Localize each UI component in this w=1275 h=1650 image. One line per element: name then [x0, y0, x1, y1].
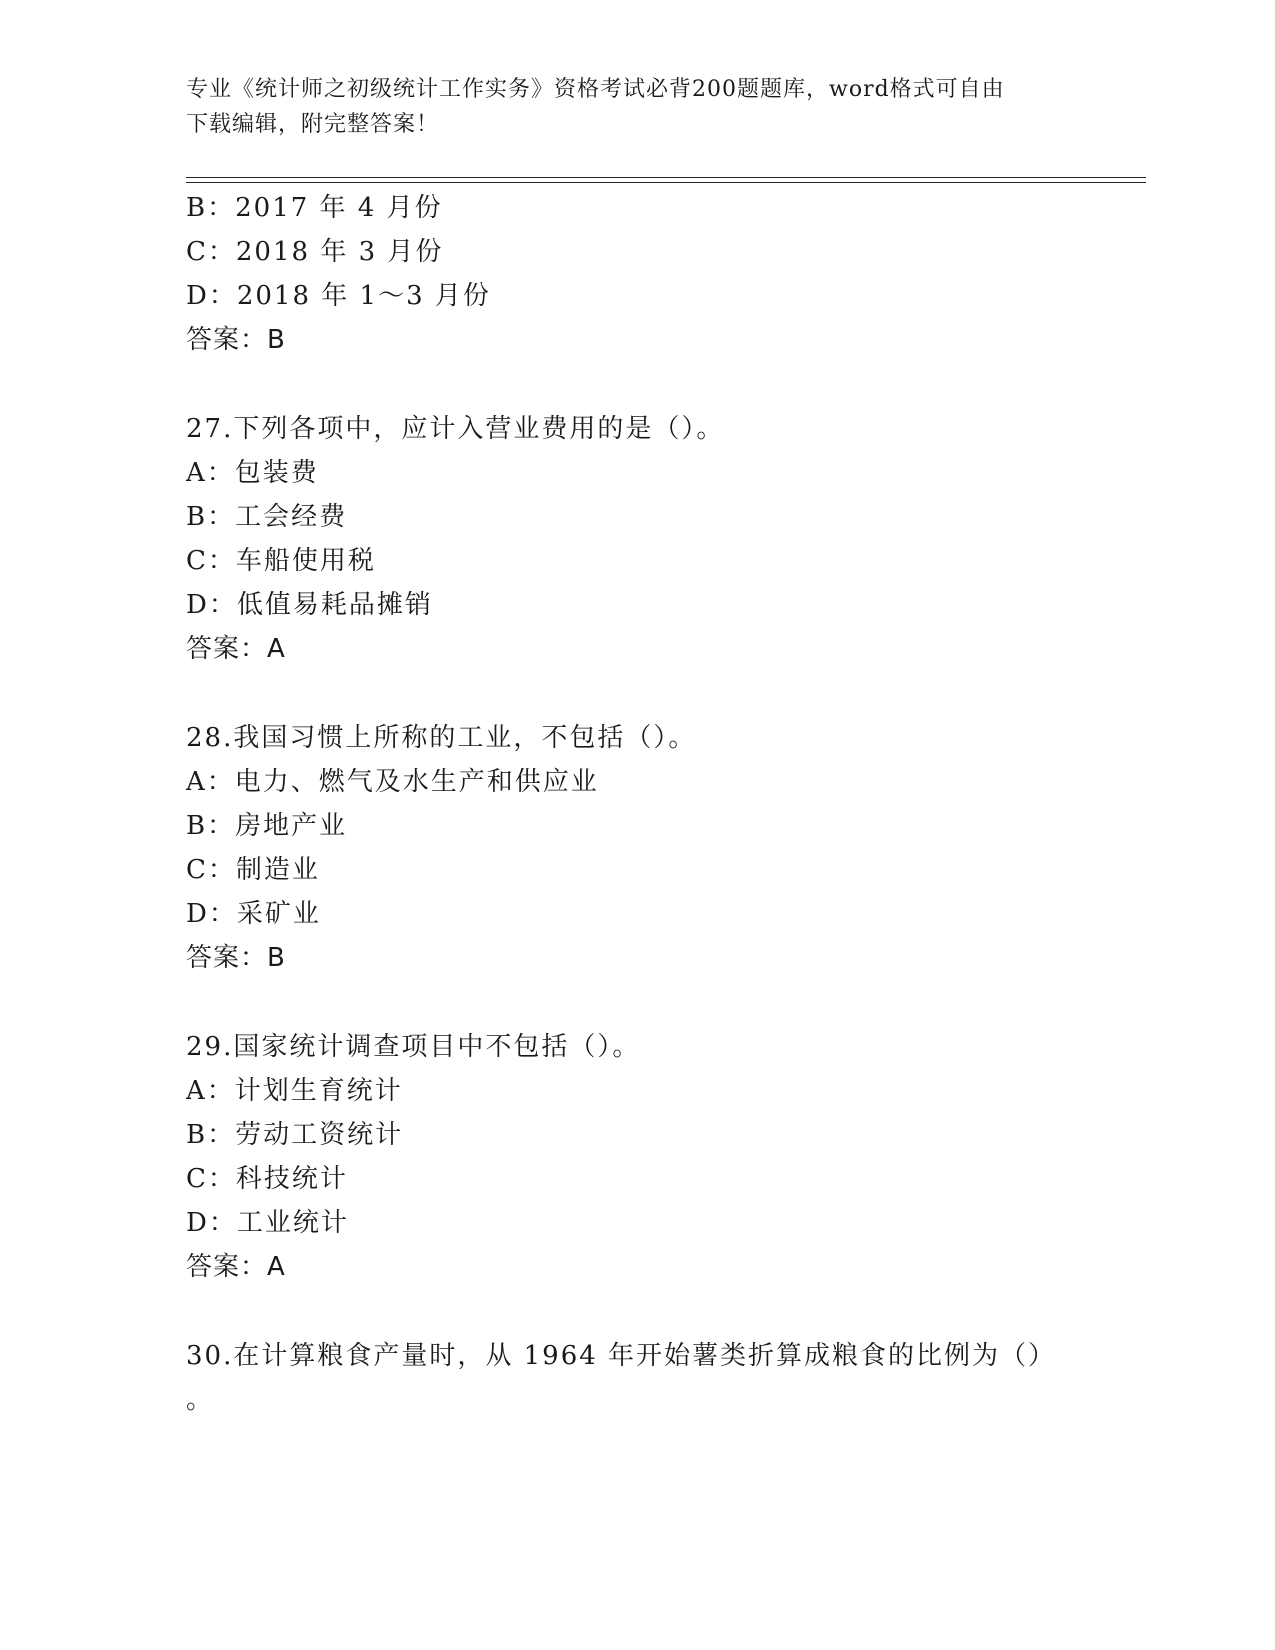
- q29-option-a: A：计划生育统计: [186, 1076, 403, 1106]
- q28-option-c: C：制造业: [186, 855, 320, 885]
- q28-question: 28.我国习惯上所称的工业，不包括（）。: [186, 723, 697, 753]
- document-header: [186, 72, 1066, 142]
- q29-option-d: D：工业统计: [186, 1208, 349, 1238]
- q29-question: 29.国家统计调查项目中不包括（）。: [186, 1032, 641, 1062]
- header-line-1: 专业《统计师之初级统计工作实务》资格考试必背200题题库，word格式可自由: [186, 77, 1005, 102]
- q26-answer: 答案：B: [186, 325, 286, 355]
- q28-answer: 答案：B: [186, 943, 286, 973]
- q29-option-b: B：劳动工资统计: [186, 1120, 404, 1150]
- q26-option-d: D：2018 年 1～3 月份: [186, 281, 491, 311]
- q29-option-c: C：科技统计: [186, 1164, 348, 1194]
- q27-answer: 答案：A: [186, 634, 286, 664]
- q26-option-b: B：2017 年 4 月份: [186, 193, 443, 223]
- q27-option-b: B：工会经费: [186, 502, 348, 532]
- q30-question-line-2: 。: [186, 1385, 215, 1415]
- q30-question-line-1: 30.在计算粮食产量时，从 1964 年开始薯类折算成粮食的比例为（）: [186, 1341, 1057, 1371]
- q28-option-a: A：电力、燃气及水生产和供应业: [186, 767, 599, 797]
- header-divider-bottom: [186, 182, 1146, 183]
- header-line-2: 下载编辑，附完整答案！: [186, 112, 440, 137]
- q27-option-d: D：低值易耗品摊销: [186, 590, 433, 620]
- q28-option-b: B：房地产业: [186, 811, 348, 841]
- q28-option-d: D：采矿业: [186, 899, 321, 929]
- q27-question: 27.下列各项中，应计入营业费用的是（）。: [186, 414, 725, 444]
- q26-option-c: C：2018 年 3 月份: [186, 237, 444, 267]
- q29-answer: 答案：A: [186, 1252, 286, 1282]
- header-divider-top: [186, 177, 1146, 178]
- q27-option-c: C：车船使用税: [186, 546, 376, 576]
- q27-option-a: A：包装费: [186, 458, 319, 488]
